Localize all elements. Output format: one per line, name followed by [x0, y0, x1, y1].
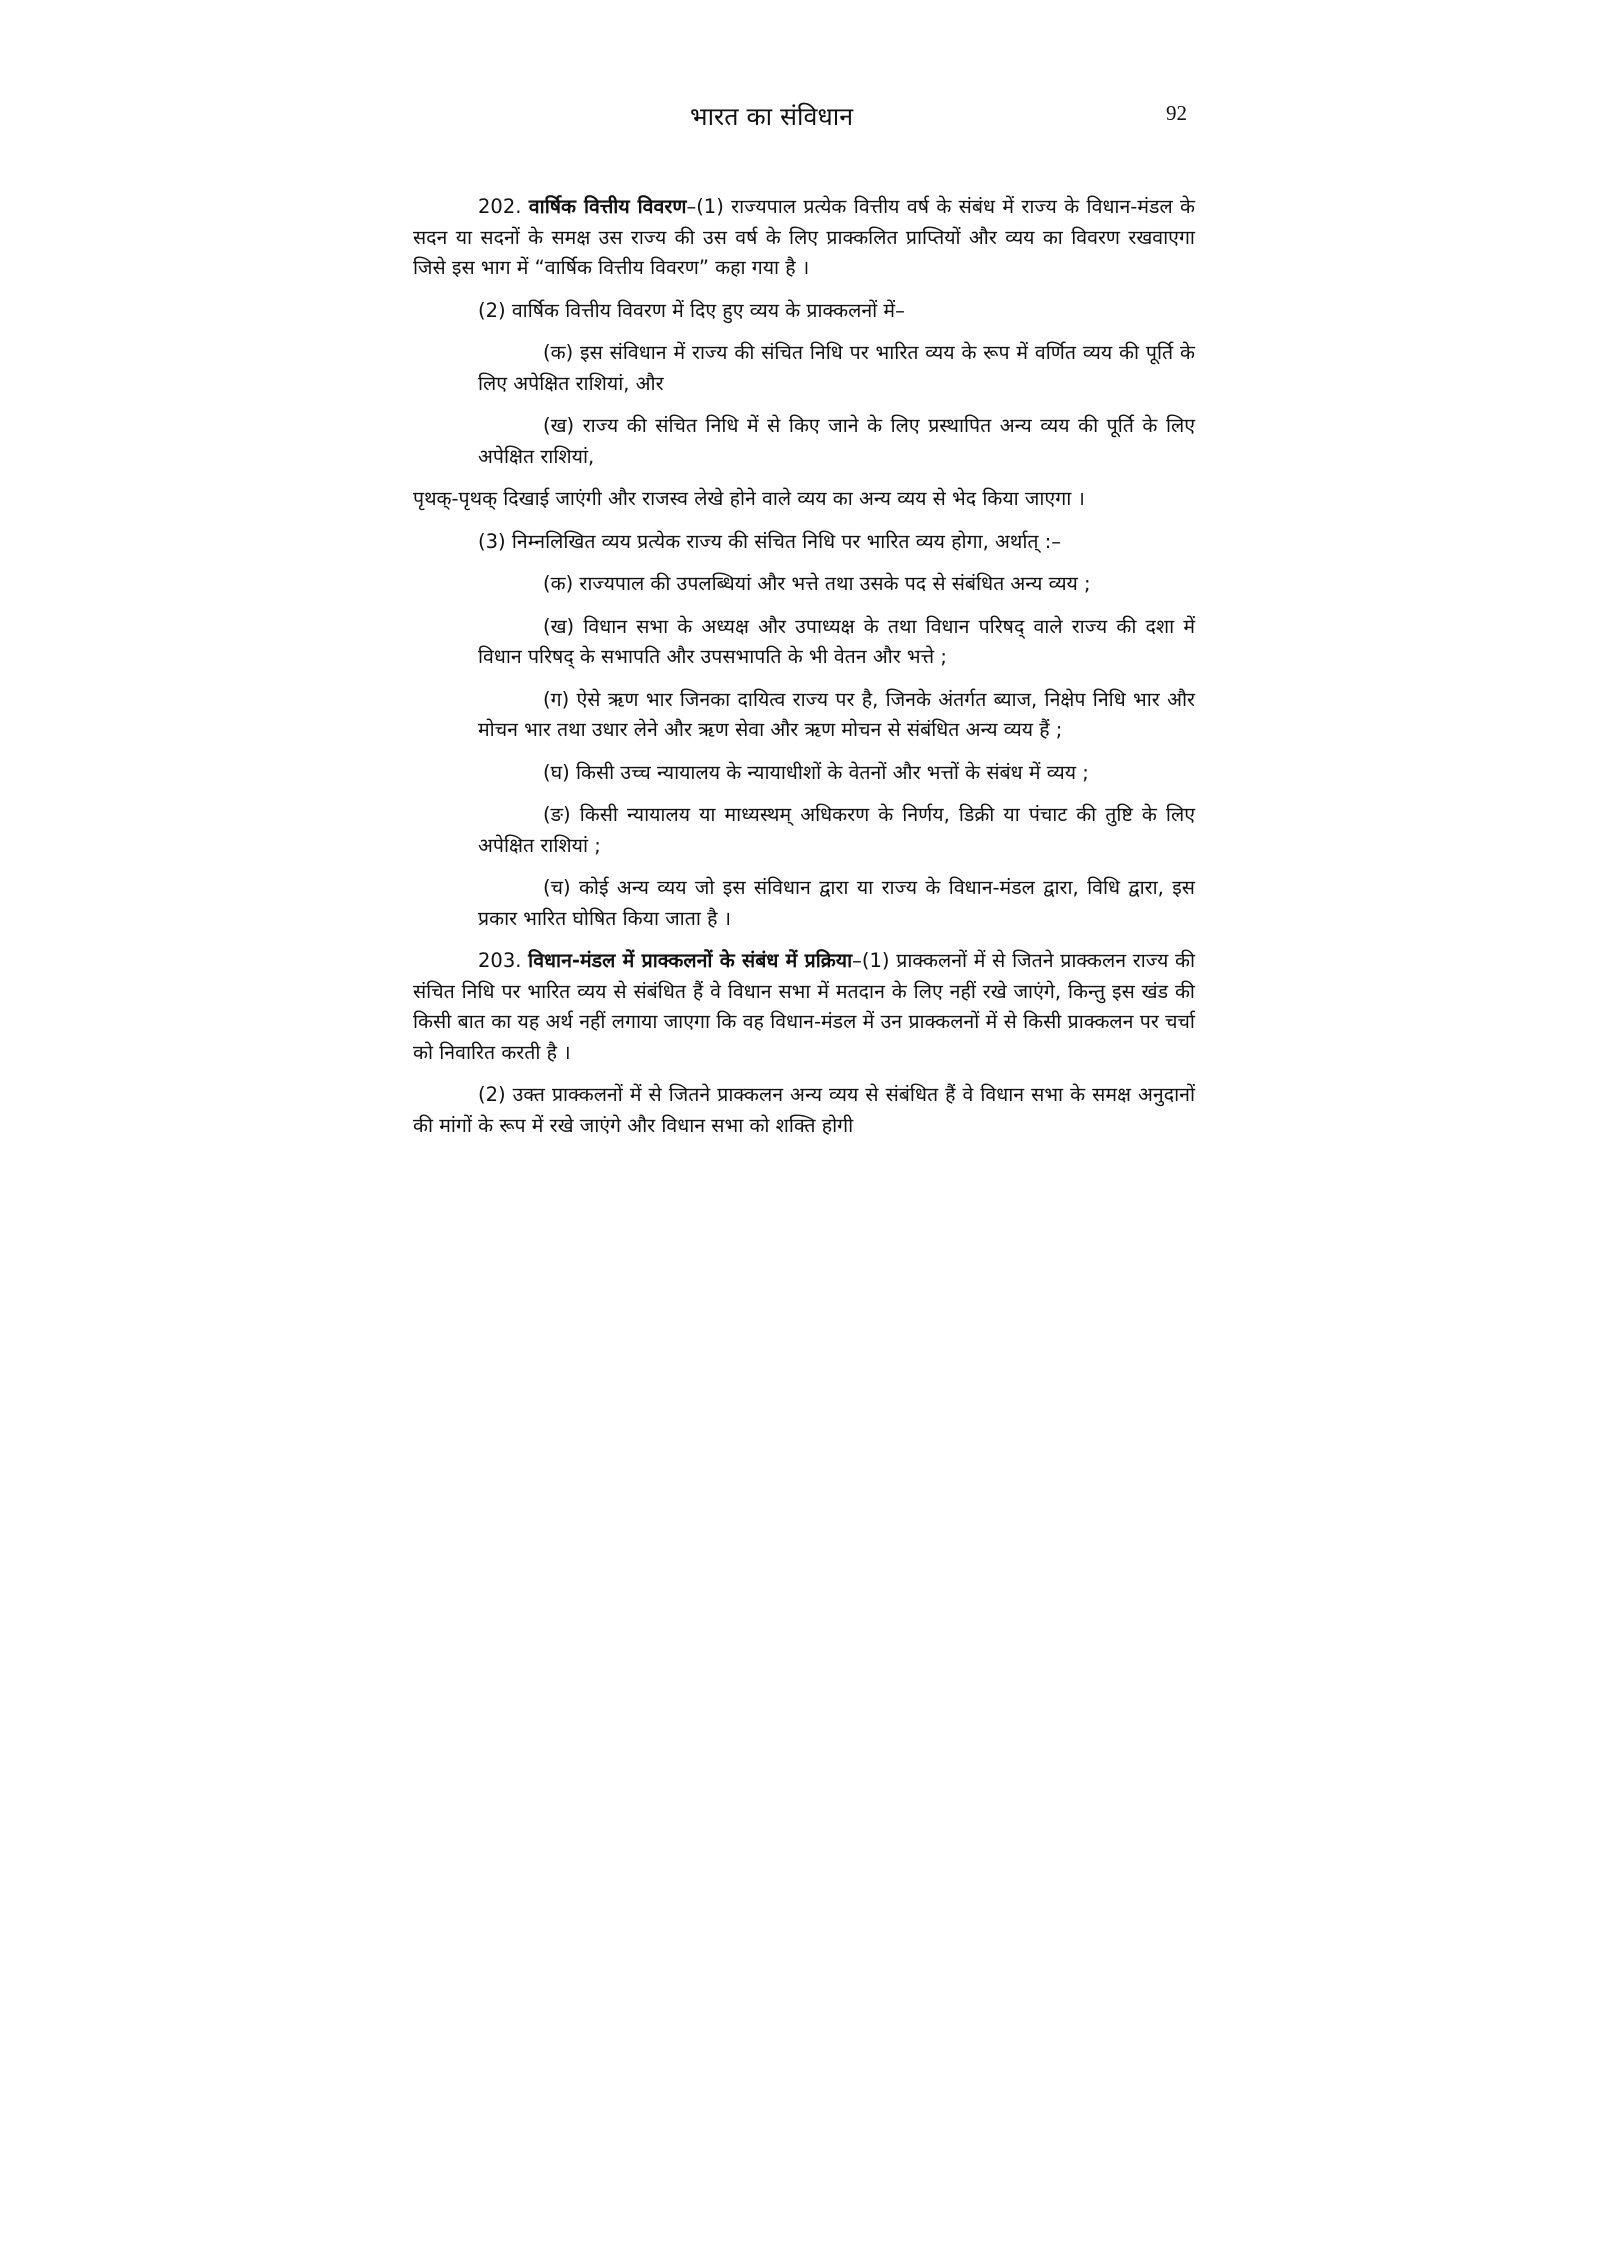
- article-202-clause-3-intro: (3) निम्नलिखित व्यय प्रत्येक राज्य की संचित निधि पर भारित व्यय होगा, अर्थात् :–: [478, 529, 1062, 553]
- article-202-clause-2-b: (ख) राज्य की संचित निधि में से किए जाने के लिए प्रस्थापित अन्य व्यय की पूर्ति के लिए अपेक्षित राशियां,: [478, 414, 1195, 468]
- article-202-clause-2-intro: (2) वार्षिक वित्तीय विवरण में दिए हुए व्यय के प्राक्कलनों में–: [478, 298, 905, 322]
- article-202-clause-2-a: (क) इस संविधान में राज्य की संचित निधि पर भारित व्यय के रूप में वर्णित व्यय की पूर्ति के लिए अपेक्षित राशियां, और: [478, 341, 1195, 395]
- clause-text: –(1) राज्यपाल प्रत्येक वित्तीय वर्ष के संबंध में राज्य के विधान-मंडल के सदन या सदनों के समक्ष उस राज्य की उस वर्ष के लिए प्राक्कलित प्राप्तियों और व्यय का विवरण रखवाएगा जिसे इस भाग में “वार्षिक वित्तीय विवरण” कहा गया है ।: [413, 195, 1195, 279]
- article-202-clause-3-c: (ग) ऐसे ऋण भार जिनका दायित्व राज्य पर है, जिनके अंतर्गत ब्याज, निक्षेप निधि भार और मोचन भार तथा उधार लेने और ऋण सेवा और ऋण मोचन से संबंधित अन्य व्यय हैं ;: [478, 687, 1195, 741]
- article-202-clause-2-closing: पृथक्-पृथक् दिखाई जाएंगी और राजस्व लेखे होने वाले व्यय का अन्य व्यय से भेद किया जाएगा ।: [413, 487, 1085, 510]
- article-heading: वार्षिक वित्तीय विवरण: [528, 195, 687, 218]
- article-heading: विधान-मंडल में प्राक्कलनों के संबंध में प्रक्रिया: [528, 949, 853, 972]
- article-203-clause-2: (2) उक्त प्राक्कलनों में से जितने प्राक्कलन अन्य व्यय से संबंधित हैं वे विधान सभा के समक्ष अनुदानों की मांगों के रूप में रखे जाएंगे और विधान सभा को शक्ति होगी: [413, 1083, 1195, 1137]
- running-title: भारत का संविधान: [690, 102, 854, 131]
- article-202-clause-3-e: (ङ) किसी न्यायालय या माध्यस्थम् अधिकरण के निर्णय, डिक्री या पंचाट की तुष्टि के लिए अपेक्षित राशियां ;: [478, 803, 1195, 857]
- article-202-clause-3-b: (ख) विधान सभा के अध्यक्ष और उपाध्यक्ष के तथा विधान परिषद् वाले राज्य की दशा में विधान परिषद् के सभापति और उपसभापति के भी वेतन और भत्ते ;: [478, 614, 1195, 668]
- clause-text: –(1) प्राक्कलनों में से जितने प्राक्कलन राज्य की संचित निधि पर भारित व्यय से संबंधित हैं वे विधान सभा में मतदान के लिए नहीं रखे जाएंगे, किन्तु इस खंड की किसी बात का यह अर्थ नहीं लगाया जाएगा कि वह विधान-मंडल में उन प्राक्कलनों में से किसी प्राक्कलन पर चर्चा को निवारित करती है ।: [413, 949, 1195, 1064]
- article-202-clause-3-a: (क) राज्यपाल की उपलब्धियां और भत्ते तथा उसके पद से संबंधित अन्य व्यय ;: [543, 572, 1091, 595]
- article-203-clause-1: [413, 946, 1195, 1068]
- article-202-clause-1: [413, 192, 1195, 284]
- article-number: 202.: [478, 195, 522, 218]
- article-202-clause-3-f: (च) कोई अन्य व्यय जो इस संविधान द्वारा या राज्य के विधान-मंडल द्वारा, विधि द्वारा, इस प्रकार भारित घोषित किया जाता है ।: [478, 876, 1195, 930]
- article-202-clause-3-d: (घ) किसी उच्च न्यायालय के न्यायाधीशों के वेतनों और भत्तों के संबंध में व्यय ;: [543, 760, 1089, 784]
- article-number: 203.: [478, 949, 522, 972]
- page-header: [0, 100, 1600, 140]
- document-body: [413, 192, 1195, 1153]
- page-number: 92: [1166, 101, 1187, 125]
